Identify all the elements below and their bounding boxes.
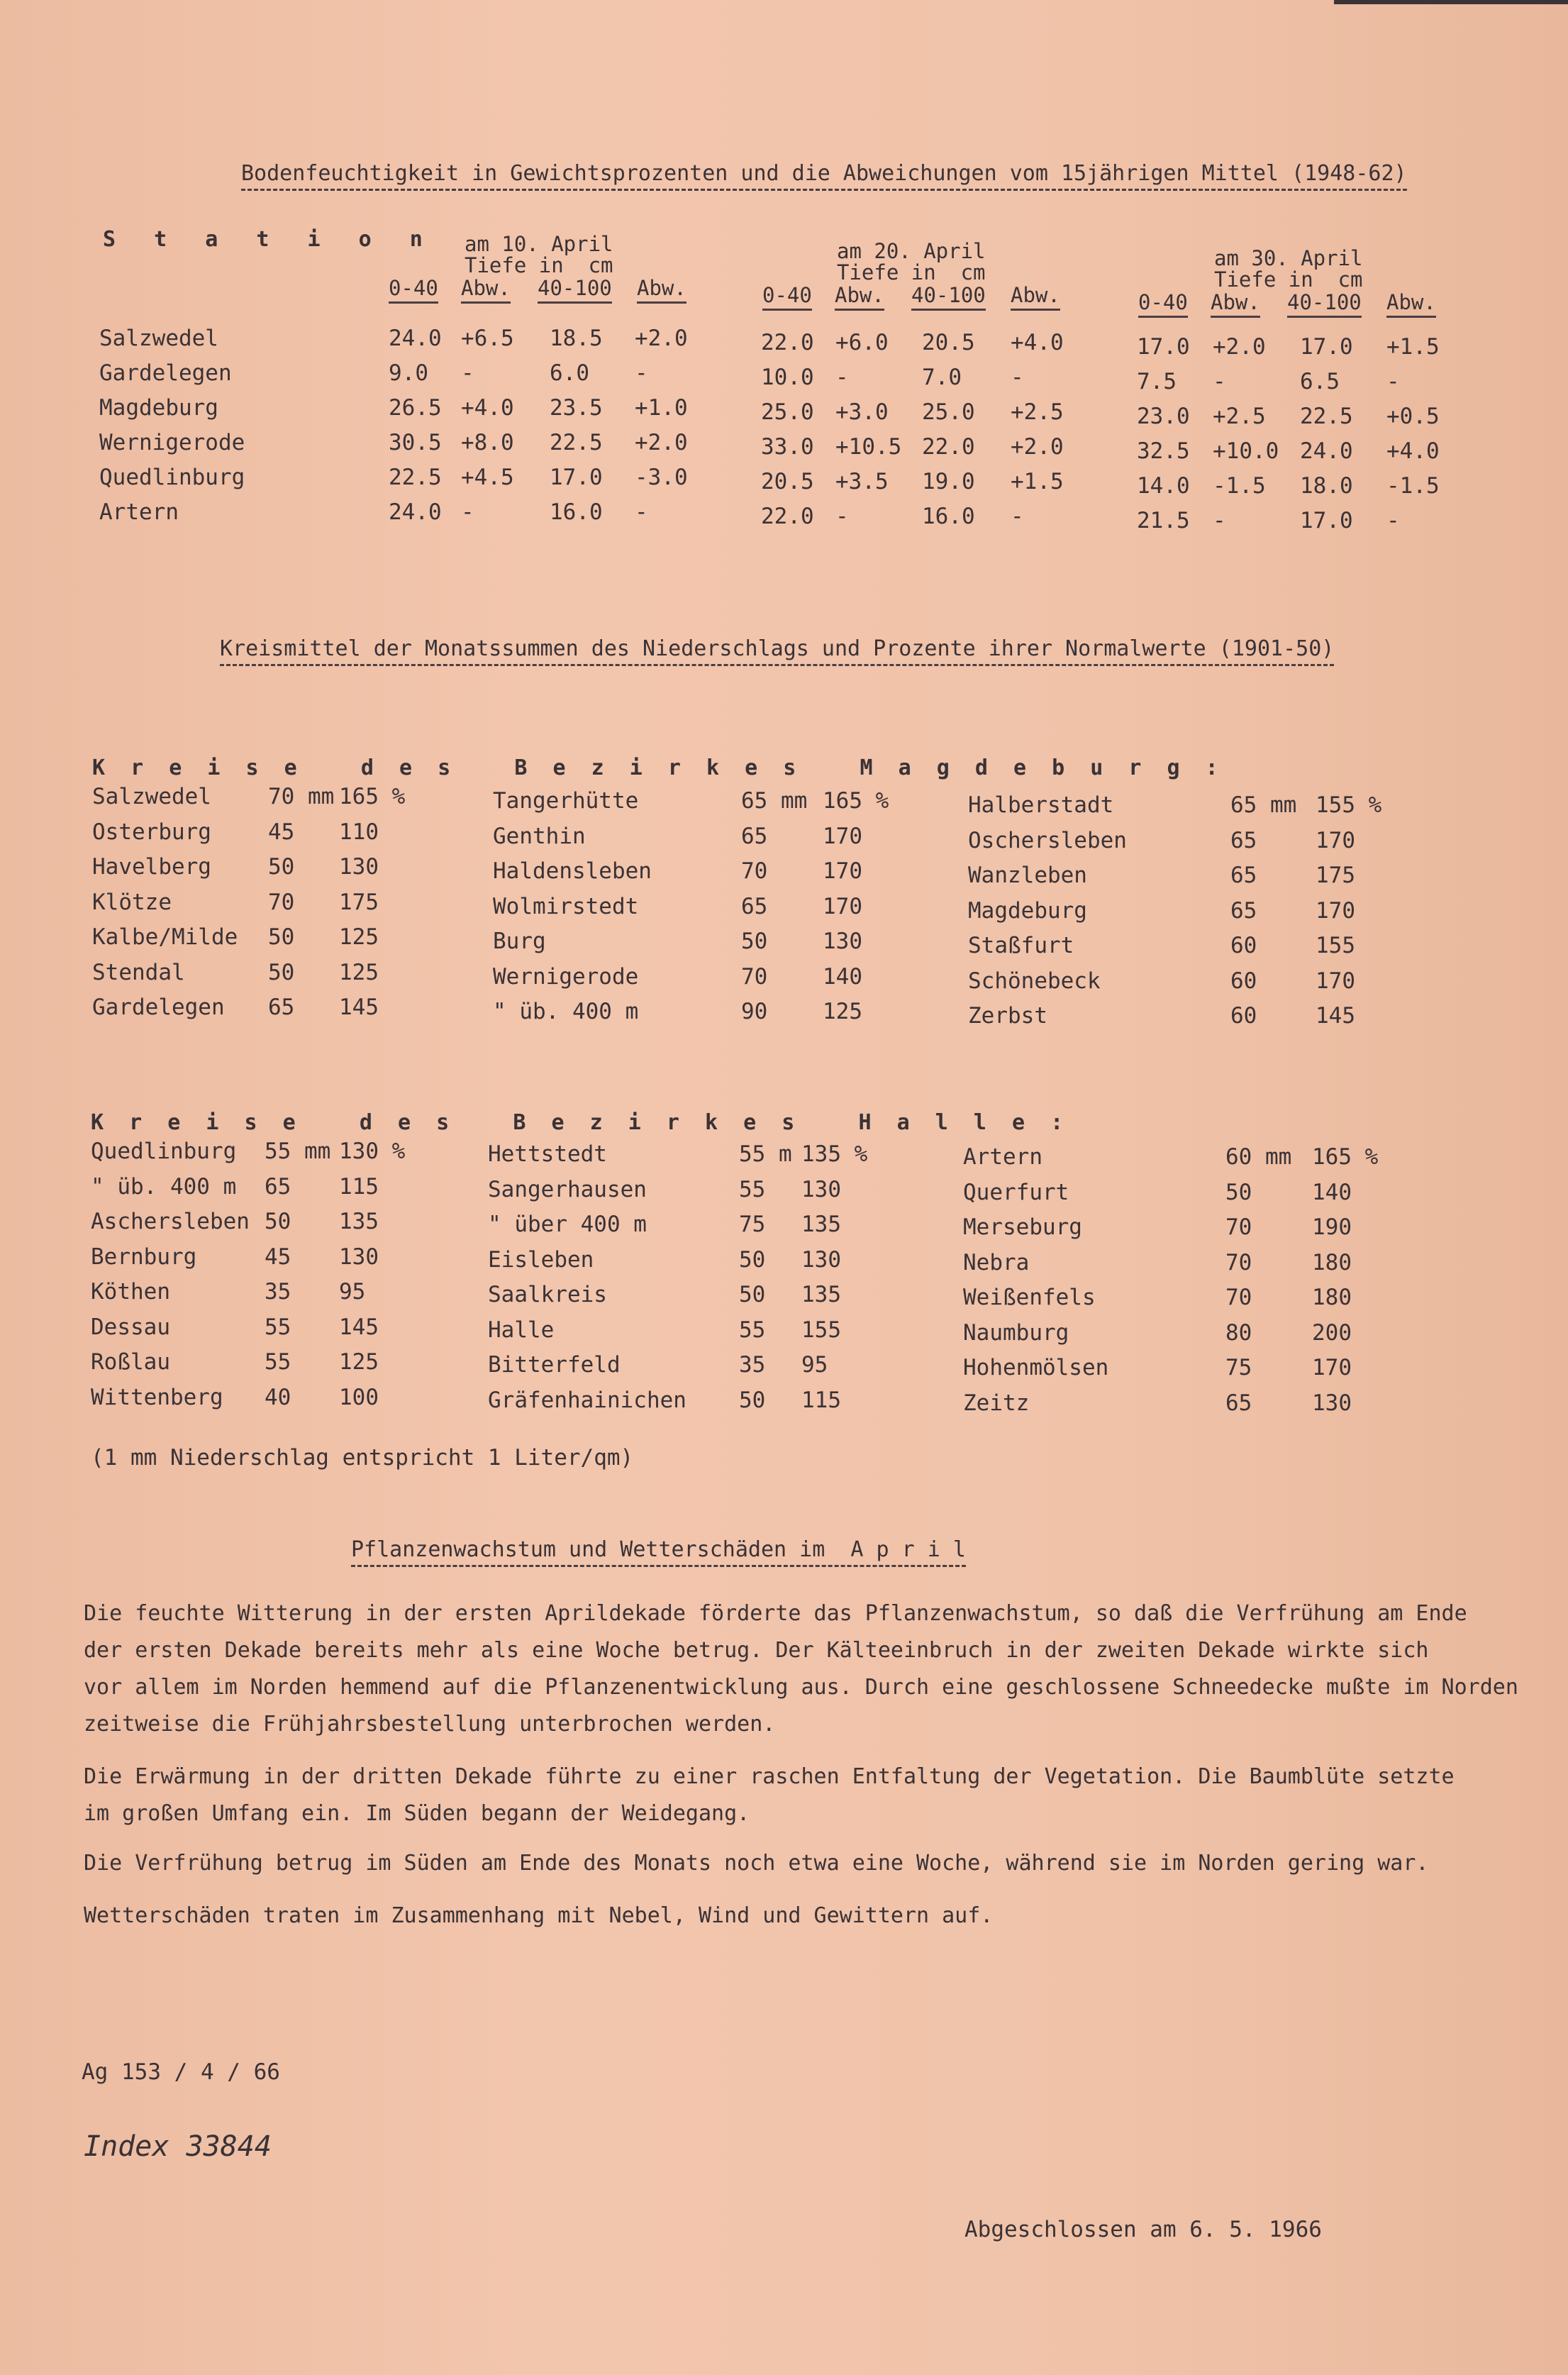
precip-mm: 70 — [1225, 1249, 1252, 1275]
precip-mm: 65 — [268, 995, 295, 1020]
precip-percent: 180 — [1312, 1249, 1352, 1275]
precip-mm: 35 — [739, 1352, 766, 1378]
soil-col-header: Abw. — [1211, 292, 1260, 318]
district-name: Stendal — [92, 959, 185, 985]
soil-value: +2.5 — [1011, 399, 1064, 425]
precip-percent: 125 — [339, 959, 379, 985]
precip-mm: 50 — [268, 854, 295, 880]
precip-title: Kreismittel der Monatssummen des Niederschlags und Prozente ihrer Normalwerte (1901-50) — [220, 638, 1334, 666]
depth3-label: Tiefe in cm — [1214, 267, 1363, 292]
soil-value: 22.0 — [922, 434, 975, 460]
soil-value: 6.0 — [550, 360, 589, 386]
precip-mm: 55 mm — [265, 1139, 331, 1164]
soil-value: 20.5 — [761, 469, 814, 494]
soil-col-header: 40-100 — [911, 285, 986, 311]
magdeburg-header: K r e i s e d e s B e z i r k e s M a g d e b u r g : — [92, 755, 1225, 780]
soil-value: 17.0 — [1300, 334, 1353, 360]
index-number: Index 33844 — [84, 2130, 272, 2163]
precip-mm: 35 — [265, 1279, 291, 1305]
precip-percent: 155 — [801, 1317, 841, 1343]
district-name: Wanzleben — [968, 863, 1087, 888]
growth-line-4: zeitweise die Frühjahrsbestellung unterbrochen werden. — [84, 1712, 776, 1737]
precip-mm: 50 — [265, 1209, 291, 1234]
district-name: Eisleben — [488, 1246, 594, 1273]
soil-value: 33.0 — [761, 434, 814, 460]
precip-mm: 65 — [265, 1173, 291, 1200]
soil-value: 24.0 — [1300, 438, 1353, 464]
precip-mm: 50 — [739, 1246, 766, 1273]
district-name: Sangerhausen — [488, 1176, 647, 1202]
district-name: Wittenberg — [91, 1384, 223, 1410]
precip-mm: 70 mm — [268, 784, 335, 809]
soil-value: 7.0 — [922, 365, 962, 390]
district-name: Burg — [493, 929, 546, 954]
soil-value: -3.0 — [635, 465, 688, 490]
soil-value: 18.0 — [1300, 473, 1353, 499]
precip-percent: 125 — [339, 1349, 379, 1375]
precip-mm: 75 — [739, 1212, 766, 1237]
district-name: Wolmirstedt — [493, 893, 639, 919]
precip-mm: 55 — [739, 1317, 766, 1343]
precip-percent: 145 — [1316, 1003, 1355, 1029]
scan-edge — [1334, 0, 1568, 4]
soil-value: 6.5 — [1300, 369, 1340, 394]
precip-percent: 170 — [823, 858, 862, 884]
precip-percent: 130 % — [339, 1139, 406, 1164]
precip-percent: 190 — [1312, 1214, 1352, 1240]
precip-mm: 70 — [1225, 1214, 1252, 1240]
soil-value: +8.0 — [461, 430, 514, 455]
district-name: Aschersleben — [91, 1209, 250, 1234]
soil-station-name: Quedlinburg — [99, 465, 245, 490]
soil-value: 32.5 — [1137, 438, 1190, 464]
district-name: Haldensleben — [493, 858, 652, 884]
precip-mm: 90 — [741, 999, 768, 1024]
soil-value: +0.5 — [1386, 404, 1440, 429]
soil-col-header: Abw. — [835, 285, 884, 311]
soil-value: 17.0 — [1300, 508, 1353, 533]
soil-value: 17.0 — [550, 465, 603, 490]
soil-value: 24.0 — [389, 499, 442, 525]
precip-percent: 130 — [339, 1244, 379, 1270]
soil-value: 14.0 — [1137, 473, 1190, 499]
precip-mm: 65 — [1225, 1390, 1252, 1416]
district-name: Quedlinburg — [91, 1139, 237, 1164]
precip-percent: 135 % — [801, 1141, 868, 1167]
precip-mm: 60 — [1230, 1003, 1257, 1029]
precip-percent: 130 — [339, 854, 379, 880]
precip-percent: 130 — [801, 1246, 841, 1273]
district-name: Weißenfels — [963, 1285, 1096, 1310]
soil-value: - — [461, 360, 474, 386]
precip-mm: 50 — [1225, 1179, 1252, 1205]
precip-mm: 75 — [1225, 1355, 1252, 1380]
precip-mm: 60 mm — [1225, 1144, 1292, 1170]
district-name: Halle — [488, 1317, 555, 1343]
precip-percent: 170 — [823, 893, 862, 919]
precip-percent: 145 — [339, 1314, 379, 1340]
soil-value: 21.5 — [1137, 508, 1190, 533]
soil-value: 9.0 — [389, 360, 428, 386]
precip-mm: 70 — [1225, 1285, 1252, 1310]
soil-value: 18.5 — [550, 326, 603, 351]
precip-mm: 65 — [1230, 827, 1257, 853]
soil-value: 22.5 — [1300, 404, 1353, 429]
precip-percent: 140 — [823, 963, 862, 990]
precip-mm: 55 — [265, 1314, 291, 1340]
soil-value: +1.5 — [1011, 469, 1064, 494]
soil-value: 19.0 — [922, 469, 975, 494]
soil-value: +6.5 — [461, 326, 514, 351]
growth-line-6: im großen Umfang ein. Im Süden begann der Weidegang. — [84, 1801, 750, 1826]
precip-mm: 50 — [739, 1282, 766, 1307]
precip-mm: 70 — [741, 858, 768, 884]
soil-value: 22.0 — [761, 504, 814, 529]
soil-value: - — [1213, 508, 1226, 533]
district-name: Zerbst — [968, 1003, 1047, 1029]
district-name: Köthen — [91, 1279, 170, 1305]
district-name: Gardelegen — [92, 995, 225, 1020]
soil-value: 16.0 — [922, 504, 975, 529]
precip-percent: 165 % — [1312, 1144, 1379, 1170]
precip-mm: 65 mm — [1230, 792, 1297, 818]
closed-date: Abgeschlossen am 6. 5. 1966 — [964, 2217, 1322, 2242]
soil-value: 22.5 — [389, 465, 442, 490]
halle-header: K r e i s e d e s B e z i r k e s H a l l e : — [91, 1110, 1070, 1135]
soil-value: -1.5 — [1386, 473, 1440, 499]
depth1-label: Tiefe in cm — [465, 253, 613, 277]
soil-value: - — [635, 360, 648, 386]
precip-mm: 50 — [739, 1387, 766, 1413]
soil-value: 20.5 — [922, 330, 975, 355]
district-name: Wernigerode — [493, 963, 639, 990]
precip-percent: 135 — [801, 1212, 841, 1237]
growth-line-5: Die Erwärmung in der dritten Dekade führte zu einer raschen Entfaltung der Vegetation. Die Baumblüte setzte — [84, 1764, 1455, 1789]
precip-percent: 170 — [1316, 827, 1355, 853]
precip-mm: 50 — [268, 924, 295, 950]
growth-line-3: vor allem im Norden hemmend auf die Pflanzenentwicklung aus. Durch eine geschlossene Schneedecke mußte im Norden — [84, 1675, 1518, 1700]
district-name: Magdeburg — [968, 897, 1087, 924]
precip-percent: 175 — [339, 889, 379, 915]
precip-percent: 115 — [339, 1173, 379, 1200]
soil-value: 30.5 — [389, 430, 442, 455]
soil-value: - — [461, 499, 474, 525]
ag-number: Ag 153 / 4 / 66 — [82, 2059, 280, 2085]
precip-mm: 70 — [268, 889, 295, 915]
district-name: Nebra — [963, 1249, 1030, 1275]
soil-value: - — [1011, 365, 1024, 390]
precip-mm: 55 — [265, 1349, 291, 1375]
soil-station-name: Gardelegen — [99, 360, 232, 386]
precip-percent: 95 — [801, 1352, 828, 1378]
district-name: Halberstadt — [968, 792, 1114, 818]
depth2-label: Tiefe in cm — [837, 260, 986, 284]
growth-line-1: Die feuchte Witterung in der ersten Aprildekade förderte das Pflanzenwachstum, so daß die Verfrühung am Ende — [84, 1601, 1467, 1626]
soil-value: - — [835, 365, 849, 390]
precip-percent: 165 % — [339, 784, 406, 809]
precip-mm: 60 — [1230, 933, 1257, 958]
soil-value: +2.0 — [1213, 334, 1266, 360]
precip-percent: 130 — [1312, 1390, 1352, 1416]
precip-mm: 60 — [1230, 968, 1257, 994]
soil-value: - — [1213, 369, 1226, 394]
soil-value: +1.0 — [635, 395, 688, 421]
precip-mm: 65 — [1230, 863, 1257, 888]
precip-percent: 95 — [339, 1279, 366, 1305]
district-name: Gräfenhainichen — [488, 1387, 686, 1413]
soil-col-header: 0-40 — [762, 285, 812, 311]
soil-value: +6.0 — [835, 330, 889, 355]
district-name: Zeitz — [963, 1390, 1030, 1416]
soil-value: 24.0 — [389, 326, 442, 351]
soil-value: +4.5 — [461, 465, 514, 490]
precip-percent: 135 — [801, 1282, 841, 1307]
district-name: " üb. 400 m — [493, 999, 639, 1024]
soil-value: - — [1386, 369, 1400, 394]
precip-note: (1 mm Niederschlag entspricht 1 Liter/qm) — [91, 1445, 634, 1471]
soil-value: 17.0 — [1137, 334, 1190, 360]
district-name: Staßfurt — [968, 933, 1074, 958]
district-name: Osterburg — [92, 819, 211, 845]
precip-percent: 170 — [1316, 897, 1355, 924]
precip-percent: 125 — [339, 924, 379, 950]
district-name: Oschersleben — [968, 827, 1127, 853]
soil-value: +1.5 — [1386, 334, 1440, 360]
district-name: Merseburg — [963, 1214, 1082, 1240]
growth-title: Pflanzenwachstum und Wetterschäden im A p r i l — [351, 1539, 966, 1567]
soil-value: 22.5 — [550, 430, 603, 455]
soil-value: +4.0 — [1011, 330, 1064, 355]
soil-value: +4.0 — [1386, 438, 1440, 464]
soil-col-header: Abw. — [1386, 292, 1436, 318]
soil-value: 16.0 — [550, 499, 603, 525]
soil-value: +2.0 — [1011, 434, 1064, 460]
precip-mm: 45 — [268, 819, 295, 845]
precip-mm: 70 — [741, 963, 768, 990]
soil-value: +4.0 — [461, 395, 514, 421]
district-name: Kalbe/Milde — [92, 924, 238, 950]
soil-value: +2.0 — [635, 430, 688, 455]
precip-mm: 65 — [741, 893, 768, 919]
soil-station-name: Wernigerode — [99, 430, 245, 455]
soil-col-header: 0-40 — [1138, 292, 1188, 318]
precip-mm: 50 — [268, 959, 295, 985]
date1-label: am 10. April — [465, 232, 613, 256]
district-name: Hettstedt — [488, 1141, 607, 1167]
district-name: Bitterfeld — [488, 1352, 621, 1378]
district-name: Klötze — [92, 889, 172, 915]
soil-col-header: Abw. — [1011, 285, 1060, 311]
soil-value: 22.0 — [761, 330, 814, 355]
soil-station-name: Salzwedel — [99, 326, 218, 351]
precip-mm: 55 m — [739, 1141, 792, 1167]
soil-value: +3.0 — [835, 399, 889, 425]
soil-value: 7.5 — [1137, 369, 1177, 394]
soil-col-header: Abw. — [461, 278, 511, 304]
precip-percent: 115 — [801, 1387, 841, 1413]
district-name: Genthin — [493, 823, 586, 849]
precip-mm: 65 — [741, 823, 768, 849]
district-name: " über 400 m — [488, 1212, 647, 1237]
soil-col-header: 40-100 — [538, 278, 612, 304]
precip-mm: 65 mm — [741, 788, 808, 814]
precip-percent: 135 — [339, 1209, 379, 1234]
soil-value: +10.5 — [835, 434, 902, 460]
district-name: Schönebeck — [968, 968, 1101, 994]
soil-value: 25.0 — [922, 399, 975, 425]
growth-line-8: Wetterschäden traten im Zusammenhang mit Nebel, Wind und Gewittern auf. — [84, 1903, 994, 1928]
soil-col-header: Abw. — [637, 278, 686, 304]
soil-value: - — [1386, 508, 1400, 533]
soil-col-header: 0-40 — [389, 278, 438, 304]
growth-line-2: der ersten Dekade bereits mehr als eine Woche betrug. Der Kälteeinbruch in der zweiten Dekade wirkte sich — [84, 1638, 1429, 1663]
soil-value: +3.5 — [835, 469, 889, 494]
precip-percent: 170 — [1312, 1355, 1352, 1380]
district-name: Dessau — [91, 1314, 170, 1340]
soil-title: Bodenfeuchtigkeit in Gewichtsprozenten und die Abweichungen vom 15jährigen Mittel (1948-62) — [241, 163, 1407, 191]
precip-mm: 45 — [265, 1244, 291, 1270]
soil-value: +2.5 — [1213, 404, 1266, 429]
soil-value: 23.5 — [550, 395, 603, 421]
precip-percent: 140 — [1312, 1179, 1352, 1205]
precip-percent: 130 — [801, 1176, 841, 1202]
soil-value: 10.0 — [761, 365, 814, 390]
precip-percent: 110 — [339, 819, 379, 845]
precip-percent: 145 — [339, 995, 379, 1020]
soil-col-header: 40-100 — [1287, 292, 1362, 318]
district-name: Tangerhütte — [493, 788, 639, 814]
district-name: " üb. 400 m — [91, 1173, 237, 1200]
precip-mm: 55 — [739, 1176, 766, 1202]
precip-percent: 175 — [1316, 863, 1355, 888]
precip-mm: 80 — [1225, 1319, 1252, 1346]
district-name: Saalkreis — [488, 1282, 607, 1307]
station-header: S t a t i o n — [103, 227, 435, 252]
soil-value: 26.5 — [389, 395, 442, 421]
precip-percent: 155 — [1316, 933, 1355, 958]
soil-value: +10.0 — [1213, 438, 1279, 464]
date2-label: am 20. April — [837, 239, 986, 263]
soil-value: 25.0 — [761, 399, 814, 425]
precip-percent: 125 — [823, 999, 862, 1024]
growth-line-7: Die Verfrühung betrug im Süden am Ende des Monats noch etwa eine Woche, während sie im Norden gering war. — [84, 1851, 1429, 1876]
soil-value: - — [835, 504, 849, 529]
district-name: Bernburg — [91, 1244, 197, 1270]
precip-percent: 170 — [1316, 968, 1355, 994]
district-name: Naumburg — [963, 1319, 1069, 1346]
soil-station-name: Artern — [99, 499, 179, 525]
district-name: Roßlau — [91, 1349, 170, 1375]
soil-station-name: Magdeburg — [99, 395, 218, 421]
precip-percent: 155 % — [1316, 792, 1382, 818]
date3-label: am 30. April — [1214, 246, 1363, 270]
soil-value: 23.0 — [1137, 404, 1190, 429]
precip-percent: 200 — [1312, 1319, 1352, 1346]
soil-value: - — [1011, 504, 1024, 529]
precip-mm: 40 — [265, 1384, 291, 1410]
district-name: Havelberg — [92, 854, 211, 880]
district-name: Artern — [963, 1144, 1042, 1170]
precip-percent: 130 — [823, 929, 862, 954]
district-name: Salzwedel — [92, 784, 211, 809]
soil-value: -1.5 — [1213, 473, 1266, 499]
district-name: Hohenmölsen — [963, 1355, 1109, 1380]
precip-percent: 180 — [1312, 1285, 1352, 1310]
soil-value: +2.0 — [635, 326, 688, 351]
soil-value: - — [635, 499, 648, 525]
precip-percent: 165 % — [823, 788, 889, 814]
precip-mm: 65 — [1230, 897, 1257, 924]
precip-percent: 100 — [339, 1384, 379, 1410]
precip-mm: 50 — [741, 929, 768, 954]
precip-percent: 170 — [823, 823, 862, 849]
district-name: Querfurt — [963, 1179, 1069, 1205]
